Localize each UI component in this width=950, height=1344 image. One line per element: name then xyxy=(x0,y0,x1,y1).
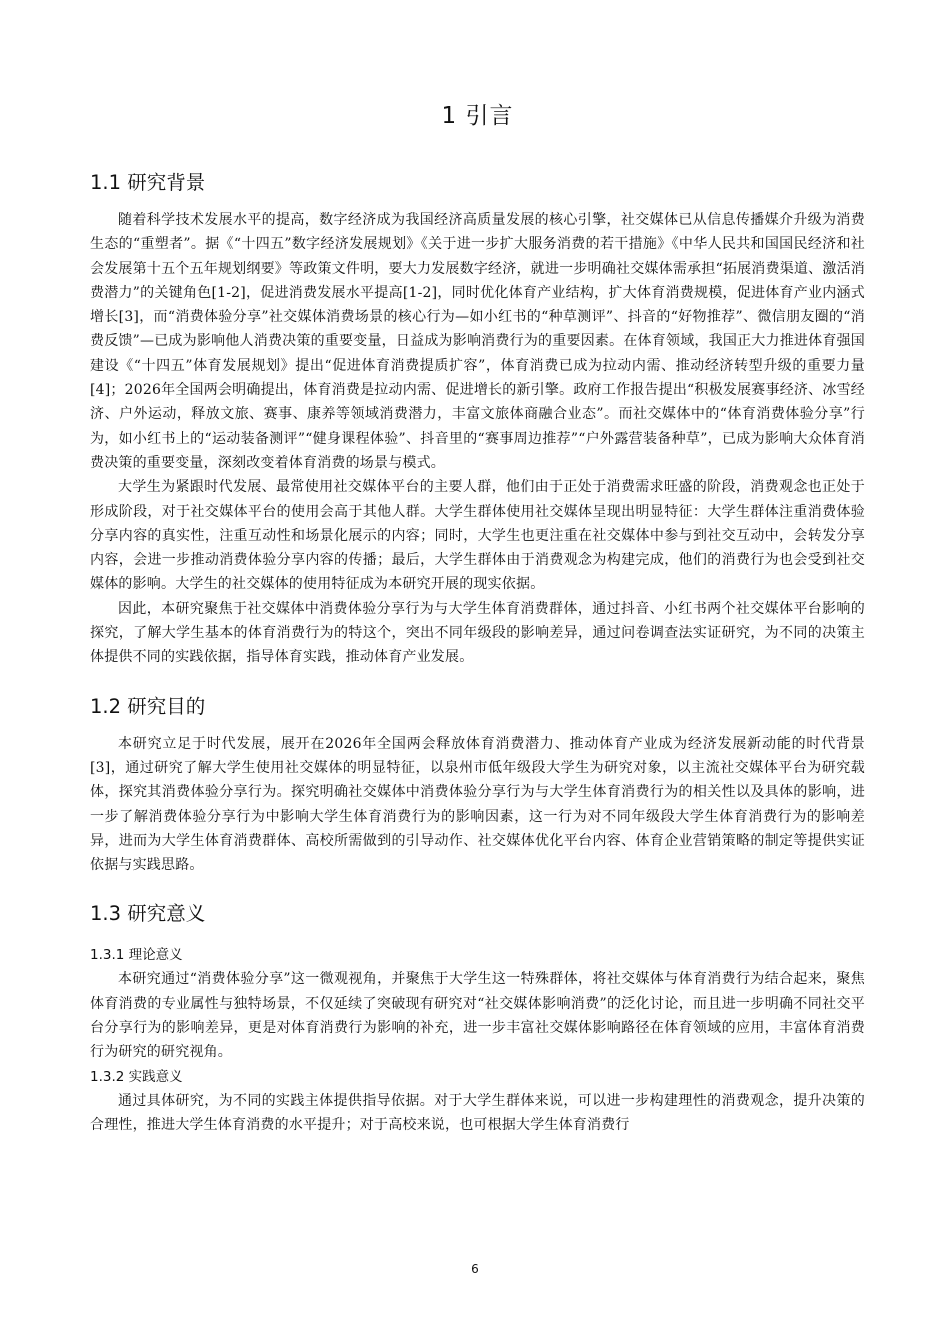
section-heading-purpose: 1.2 研究目的 xyxy=(90,694,206,718)
purpose-paragraph: 本研究立足于时代发展，展开在2026年全国两会释放体育消费潜力、推动体育产业成为经济发展新动能的时代背景[3]，通过研究了解大学生使用社交媒体的明显特征，以泉州市低年级段大学生为研究对象，以主流社交媒体平台为研究载体，探究其消费体验分享行为。探究明确社交媒体中消费体验分享行为与大学生体育消费行为的相关性以及具体的影响，进一步了解消费体验分享行为中影响大学生体育消费行为的影响因素，这一行为对不同年级段大学生体育消费行为的影响差异，进而为大学生体育消费群体、高校所需做到的引导动作、社交媒体优化平台内容、体育企业营销策略的制定等提供实证依据与实践思路。 xyxy=(90,735,865,874)
background-paragraph-2: 大学生为紧跟时代发展、最常使用社交媒体平台的主要人群，他们由于正处于消费需求旺盛的阶段，消费观念也正处于形成阶段，对于社交媒体平台的使用会高于其他人群。大学生群体使用社交媒体呈现出明显特征：大学生群体注重消费体验分享内容的真实性，注重互动性和场景化展示的内容；同时，大学生也更注重在社交媒体中参与到社交互动中，会转发分享内容，会进一步推动消费体验分享内容的传播；最后，大学生群体由于消费观念为构建完成，他们的消费行为也会受到社交媒体的影响。大学生的社交媒体的使用特征成为本研究开展的现实依据。 xyxy=(90,479,865,593)
background-paragraph-1: 随着科学技术发展水平的提高，数字经济成为我国经济高质量发展的核心引擎，社交媒体已从信息传播媒介升级为消费生态的“重塑者”。据《“十四五”数字经济发展规划》《关于进一步扩大服务消费的若干措施》《中华人民共和国国民经济和社会发展第十五个五年规划纲要》等政策文件明，要大力发展数字经济，就进一步明确社交媒体需承担“拓展消费渠道、激活消费潜力”的关键角色[1-2]，促进消费发展水平提高[1-2]，同时优化体育产业结构，扩大体育消费规模，促进体育产业内涵式增长[3]，而“消费体验分享”社交媒体消费场景的核心行为—如小红书的“种草测评”、抖音的“好物推荐”、微信朋友圈的“消费反馈”—已成为影响他人消费决策的重要变量，日益成为影响消费行为的重要因素。在体育领域，我国正大力推进体育强国建设《“十四五”体育发展规划》提出“促进体育消费提质扩容”，体育消费已成为拉动内需、推动经济转型升级的重要力量[4]；2026年全国两会明确提出，体育消费是拉动内需、促进增长的新引擎。政府工作报告提出“积极发展赛事经济、冰雪经济、户外运动，释放文旅、赛事、康养等领域消费潜力，丰富文旅体商融合业态”。而社交媒体中的“体育消费体验分享”行为，如小红书上的“运动装备测评”“健身课程体验”、抖音里的“赛事周边推荐”“户外露营装备种草”，已成为影响大众体育消费决策的重要变量，深刻改变着体育消费的场景与模式。 xyxy=(90,212,865,471)
subsection-heading-theory: 1.3.1 理论意义 xyxy=(90,947,183,964)
background-paragraph-3: 因此，本研究聚焦于社交媒体中消费体验分享行为与大学生体育消费群体，通过抖音、小红书两个社交媒体平台影响的探究，了解大学生基本的体育消费行为的特这个，突出不同年级段的影响差异，通过问卷调查法实证研究，为不同的决策主体提供不同的实践依据，指导体育实践，推动体育产业发展。 xyxy=(90,600,865,666)
page-content xyxy=(90,98,865,1137)
chapter-title: 1 引言 xyxy=(441,103,514,129)
page-number: 6 xyxy=(471,1262,479,1276)
subsection-heading-practice: 1.3.2 实践意义 xyxy=(90,1068,183,1085)
section-heading-significance: 1.3 研究意义 xyxy=(90,902,206,926)
section-heading-background: 1.1 研究背景 xyxy=(90,171,206,194)
theory-paragraph: 本研究通过“消费体验分享”这一微观视角，并聚焦于大学生这一特殊群体，将社交媒体与体育消费行为结合起来，聚焦体育消费的专业属性与独特场景，不仅延续了突破现有研究对“社交媒体影响消费”的泛化讨论，而且进一步明确不同社交平台分享行为的影响差异，更是对体育消费行为影响的补充，进一步丰富社交媒体影响路径在体育领域的应用，丰富体育消费行为研究的研究视角。 xyxy=(90,971,865,1061)
practice-paragraph: 通过具体研究，为不同的实践主体提供指导依据。对于大学生群体来说，可以进一步构建理性的消费观念，提升决策的合理性，推进大学生体育消费的水平提升；对于高校来说，也可根据大学生体育消费行 xyxy=(90,1092,865,1133)
